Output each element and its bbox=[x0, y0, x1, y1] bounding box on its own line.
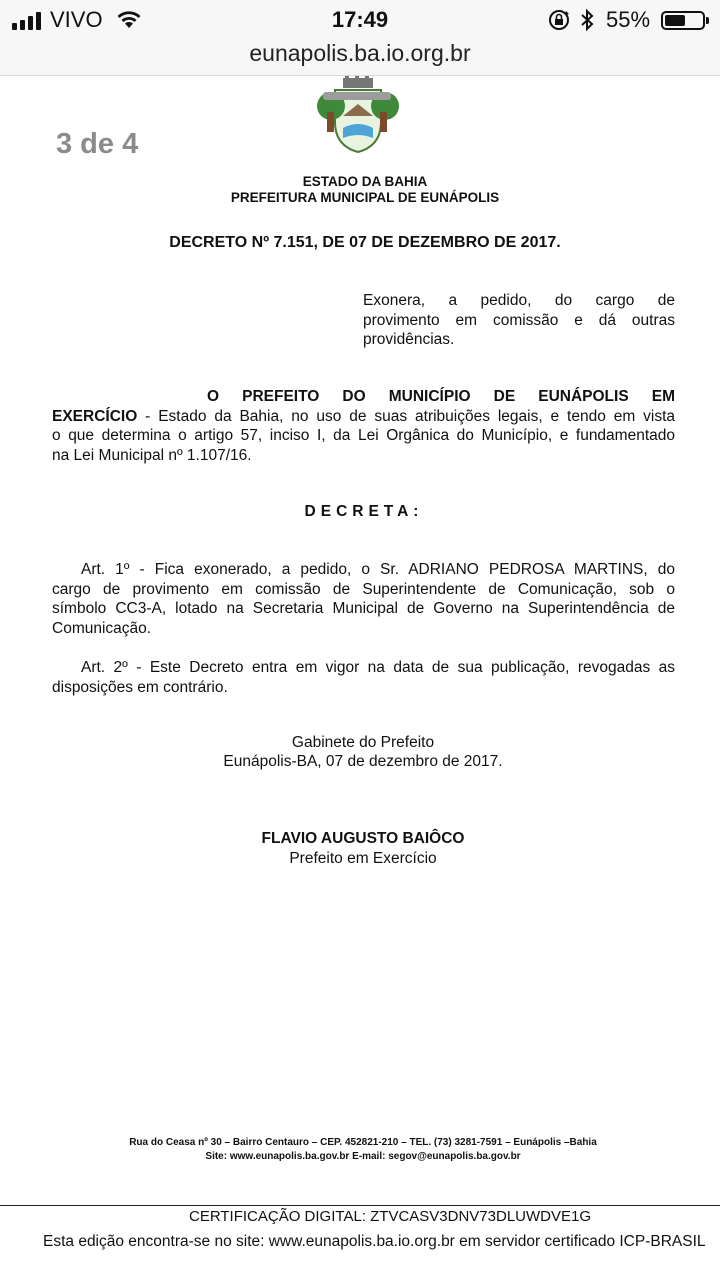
preamble-heading-cont: EXERCÍCIO bbox=[52, 407, 138, 425]
preamble-line: na Lei Municipal nº 1.107/16. bbox=[52, 446, 252, 464]
status-time: 17:49 bbox=[331, 7, 389, 32]
summary-line: provimento em comissão e dá outras bbox=[363, 311, 675, 329]
decree-preamble bbox=[52, 387, 675, 465]
preamble-line bbox=[52, 407, 675, 427]
digital-certification: CERTIFICAÇÃO DIGITAL: ZTVCASV3DNV73DLUWDVE1G bbox=[188, 1208, 592, 1225]
header-state: ESTADO DA BAHIA bbox=[302, 174, 428, 189]
signer-role: Prefeito em Exercício bbox=[289, 850, 437, 867]
article-line: disposições em contrário. bbox=[52, 678, 228, 696]
article-line: Art. 1º - Fica exonerado, a pedido, o Sr. ADRIANO PEDROSA MARTINS, do bbox=[81, 561, 675, 578]
site-note: Esta edição encontra-se no site: www.eunapolis.ba.io.org.br em servidor certificado ICP-BRASIL bbox=[43, 1233, 706, 1250]
browser-chrome bbox=[0, 0, 720, 76]
article-line: Comunicação. bbox=[52, 619, 152, 637]
article-line: símbolo CC3-A, lotado na Secretaria Municipal de Governo na Superintendência de bbox=[52, 600, 675, 617]
address-bar-url[interactable]: eunapolis.ba.io.org.br bbox=[249, 40, 471, 66]
signer-name: FLAVIO AUGUSTO BAIÔCO bbox=[261, 830, 465, 847]
decree-summary bbox=[363, 291, 675, 350]
summary-line: Exonera, a pedido, do cargo de bbox=[363, 292, 675, 309]
preamble-text: - Estado da Bahia, no uso de suas atribuições legais, e tendo em vista bbox=[137, 407, 675, 425]
article-2 bbox=[52, 658, 675, 697]
article-line: Art. 2º - Este Decreto entra em vigor na data de sua publicação, revogadas as bbox=[81, 659, 675, 676]
office-line: Gabinete do Prefeito bbox=[291, 734, 435, 751]
battery-icon bbox=[661, 11, 705, 30]
municipal-crest-icon bbox=[313, 76, 401, 154]
carrier-name: VIVO bbox=[50, 7, 103, 32]
page-counter: 3 de 4 bbox=[56, 128, 139, 160]
article-1 bbox=[52, 560, 675, 638]
status-bar bbox=[0, 0, 720, 40]
battery-level-fill bbox=[665, 15, 685, 26]
summary-line: providências. bbox=[363, 331, 455, 348]
place-date-line: Eunápolis-BA, 07 de dezembro de 2017. bbox=[223, 753, 503, 770]
header-prefecture: PREFEITURA MUNICIPAL DE EUNÁPOLIS bbox=[230, 190, 500, 205]
battery-percent: 55% bbox=[606, 7, 651, 32]
article-line: cargo de provimento em comissão de Superintendente de Comunicação, sob o bbox=[52, 580, 675, 598]
footer-contact: Site: www.eunapolis.ba.gov.br E-mail: segov@eunapolis.ba.gov.br bbox=[205, 1151, 521, 1162]
footer-address: Rua do Ceasa nº 30 – Bairro Centauro – CEP. 452821-210 – TEL. (73) 3281-7591 – Eunápolis –Bahia bbox=[129, 1137, 597, 1148]
bluetooth-icon bbox=[580, 8, 594, 32]
divider bbox=[0, 1205, 720, 1206]
decreta-heading: DECRETA: bbox=[304, 503, 424, 520]
rotation-lock-icon bbox=[548, 9, 570, 31]
preamble-line: o que determina o artigo 57, inciso I, da Lei Orgânica do Município, e fundamentado bbox=[52, 427, 675, 444]
decree-title: DECRETO Nº 7.151, DE 07 DE DEZEMBRO DE 2017. bbox=[169, 234, 561, 251]
preamble-heading: O PREFEITO DO MUNICÍPIO DE EUNÁPOLIS EM bbox=[207, 388, 675, 405]
